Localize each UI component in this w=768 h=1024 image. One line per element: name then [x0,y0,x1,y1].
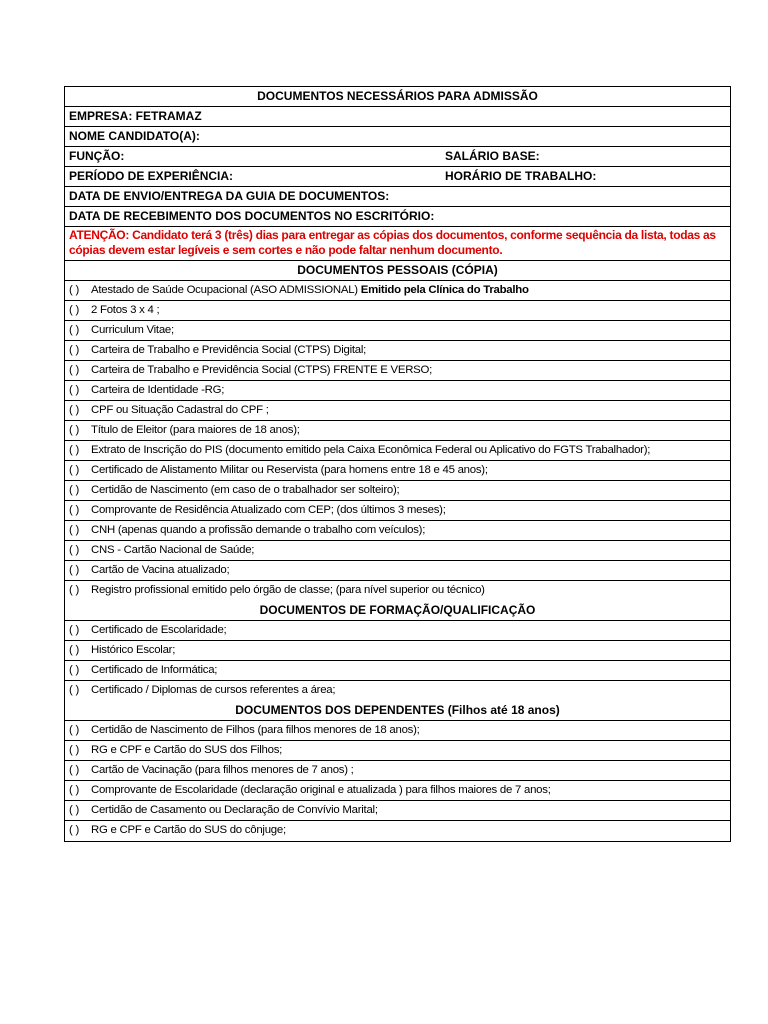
data-recebimento-label: DATA DE RECEBIMENTO DOS DOCUMENTOS NO ESCRITÓRIO: [69,209,435,223]
checklist-item-label: Certificado de Informática; [91,664,218,676]
checklist-item-label: Título de Eleitor (para maiores de 18 anos); [91,424,300,436]
checklist-item[interactable] [65,661,730,681]
checklist-item-label: Comprovante de Residência Atualizado com CEP; (dos últimos 3 meses); [91,504,446,516]
checklist-item[interactable] [65,501,730,521]
data-envio-row [65,187,730,207]
checklist-item[interactable] [65,821,730,841]
checklist-item-label: Comprovante de Escolaridade (declaração original e atualizada ) para filhos maiores de 7 anos; [91,784,551,796]
checkbox-placeholder[interactable]: ( ) [69,324,80,336]
checklist-item-label: RG e CPF e Cartão do SUS do cônjuge; [91,824,286,836]
form-title: DOCUMENTOS NECESSÁRIOS PARA ADMISSÃO [65,87,730,107]
funcao-salario-row [65,147,730,167]
checkbox-placeholder[interactable]: ( ) [69,464,80,476]
checklist-item[interactable] [65,321,730,341]
checklist-item-label: Certificado de Alistamento Militar ou Reservista (para homens entre 18 e 45 anos); [91,464,488,476]
checkbox-placeholder[interactable]: ( ) [69,584,80,596]
list-pessoais [65,281,730,601]
periodo-horario-row [65,167,730,187]
checkbox-placeholder[interactable]: ( ) [69,804,80,816]
checklist-item[interactable] [65,521,730,541]
checklist-item-note: Emitido pela Clínica do Trabalho [360,284,529,296]
checklist-item[interactable] [65,441,730,461]
checkbox-placeholder[interactable]: ( ) [69,364,80,376]
checklist-item-label: Carteira de Trabalho e Previdência Social (CTPS) Digital; [91,344,367,356]
nome-candidato-label: NOME CANDIDATO(A): [69,129,200,143]
checkbox-placeholder[interactable]: ( ) [69,504,80,516]
checkbox-placeholder[interactable]: ( ) [69,484,80,496]
checkbox-placeholder[interactable]: ( ) [69,404,80,416]
checkbox-placeholder[interactable]: ( ) [69,624,80,636]
checkbox-placeholder[interactable]: ( ) [69,304,80,316]
checklist-item-label: CNH (apenas quando a profissão demande o trabalho com veículos); [91,524,426,536]
checklist-item-label: CNS - Cartão Nacional de Saúde; [91,544,255,556]
section-title-formacao: DOCUMENTOS DE FORMAÇÃO/QUALIFICAÇÃO [65,601,730,621]
checkbox-placeholder[interactable]: ( ) [69,384,80,396]
checkbox-placeholder[interactable]: ( ) [69,824,80,836]
checklist-item[interactable] [65,741,730,761]
checklist-item-label: Certificado / Diplomas de cursos referentes a área; [91,684,336,696]
checklist-item[interactable] [65,621,730,641]
checklist-item-label: Cartão de Vacinação (para filhos menores de 7 anos) ; [91,764,354,776]
list-formacao [65,621,730,701]
checklist-item-label: Curriculum Vitae; [91,324,174,336]
checkbox-placeholder[interactable]: ( ) [69,784,80,796]
empresa-row [65,107,730,127]
checklist-item-label: RG e CPF e Cartão do SUS dos Filhos; [91,744,283,756]
checklist-item-label: Carteira de Identidade -RG; [91,384,225,396]
checklist-item-label: Atestado de Saúde Ocupacional (ASO ADMISSIONAL) [91,284,358,296]
checkbox-placeholder[interactable]: ( ) [69,284,80,296]
checklist-item[interactable] [65,341,730,361]
funcao-label: FUNÇÃO: [69,149,125,163]
checklist-item-label: 2 Fotos 3 x 4 ; [91,304,160,316]
horario-trabalho-label: HORÁRIO DE TRABALHO: [445,169,597,183]
checklist-item[interactable] [65,581,730,601]
checkbox-placeholder[interactable]: ( ) [69,644,80,656]
salario-base-label: SALÁRIO BASE: [445,149,540,163]
checklist-item-label: CPF ou Situação Cadastral do CPF ; [91,404,269,416]
checklist-item[interactable] [65,761,730,781]
checklist-item[interactable] [65,301,730,321]
nome-candidato-row [65,127,730,147]
checklist-item-label: Certidão de Nascimento (em caso de o trabalhador ser solteiro); [91,484,400,496]
checklist-item[interactable] [65,561,730,581]
checkbox-placeholder[interactable]: ( ) [69,444,80,456]
checklist-item[interactable] [65,401,730,421]
checkbox-placeholder[interactable]: ( ) [69,724,80,736]
data-recebimento-row [65,207,730,227]
checklist-item-label: Registro profissional emitido pelo órgão de classe; (para nível superior ou técnico) [91,584,485,596]
checklist-item[interactable] [65,361,730,381]
section-title-pessoais: DOCUMENTOS PESSOAIS (CÓPIA) [65,261,730,281]
data-envio-label: DATA DE ENVIO/ENTREGA DA GUIA DE DOCUMENTOS: [69,189,390,203]
list-dependentes [65,721,730,841]
checklist-item[interactable] [65,641,730,661]
checklist-item-label: Cartão de Vacina atualizado; [91,564,230,576]
checkbox-placeholder[interactable]: ( ) [69,684,80,696]
checklist-item-label: Certificado de Escolaridade; [91,624,227,636]
checklist-item[interactable] [65,801,730,821]
checklist-item-label: Extrato de Inscrição do PIS (documento emitido pela Caixa Econômica Federal ou Aplicativo do FGTS Trabalhador); [91,444,651,456]
checklist-item-label: Certidão de Nascimento de Filhos (para filhos menores de 18 anos); [91,724,420,736]
periodo-experiencia-label: PERÍODO DE EXPERIÊNCIA: [69,169,234,183]
checklist-item[interactable] [65,681,730,701]
checklist-item-label: Certidão de Casamento ou Declaração de Convívio Marital; [91,804,378,816]
checklist-item-label: Carteira de Trabalho e Previdência Social (CTPS) FRENTE E VERSO; [91,364,433,376]
checklist-item[interactable] [65,781,730,801]
checkbox-placeholder[interactable]: ( ) [69,344,80,356]
checklist-item[interactable] [65,461,730,481]
checklist-item[interactable] [65,421,730,441]
checklist-item-label: Histórico Escolar; [91,644,176,656]
admission-form [64,86,731,842]
section-title-dependentes: DOCUMENTOS DOS DEPENDENTES (Filhos até 18 anos) [65,701,730,721]
checkbox-placeholder[interactable]: ( ) [69,524,80,536]
checkbox-placeholder[interactable]: ( ) [69,764,80,776]
checklist-item[interactable] [65,481,730,501]
checklist-item[interactable] [65,281,730,301]
checklist-item[interactable] [65,541,730,561]
checkbox-placeholder[interactable]: ( ) [69,744,80,756]
atencao-notice: ATENÇÃO: Candidato terá 3 (três) dias para entregar as cópias dos documentos, conforme sequência da lista, todas as cópias devem estar legíveis e sem cortes e não pode faltar nenhum documento. [65,227,730,261]
checkbox-placeholder[interactable]: ( ) [69,564,80,576]
checkbox-placeholder[interactable]: ( ) [69,424,80,436]
checklist-item[interactable] [65,721,730,741]
checkbox-placeholder[interactable]: ( ) [69,544,80,556]
empresa-label: EMPRESA: FETRAMAZ [69,109,202,123]
checklist-item[interactable] [65,381,730,401]
checkbox-placeholder[interactable]: ( ) [69,664,80,676]
